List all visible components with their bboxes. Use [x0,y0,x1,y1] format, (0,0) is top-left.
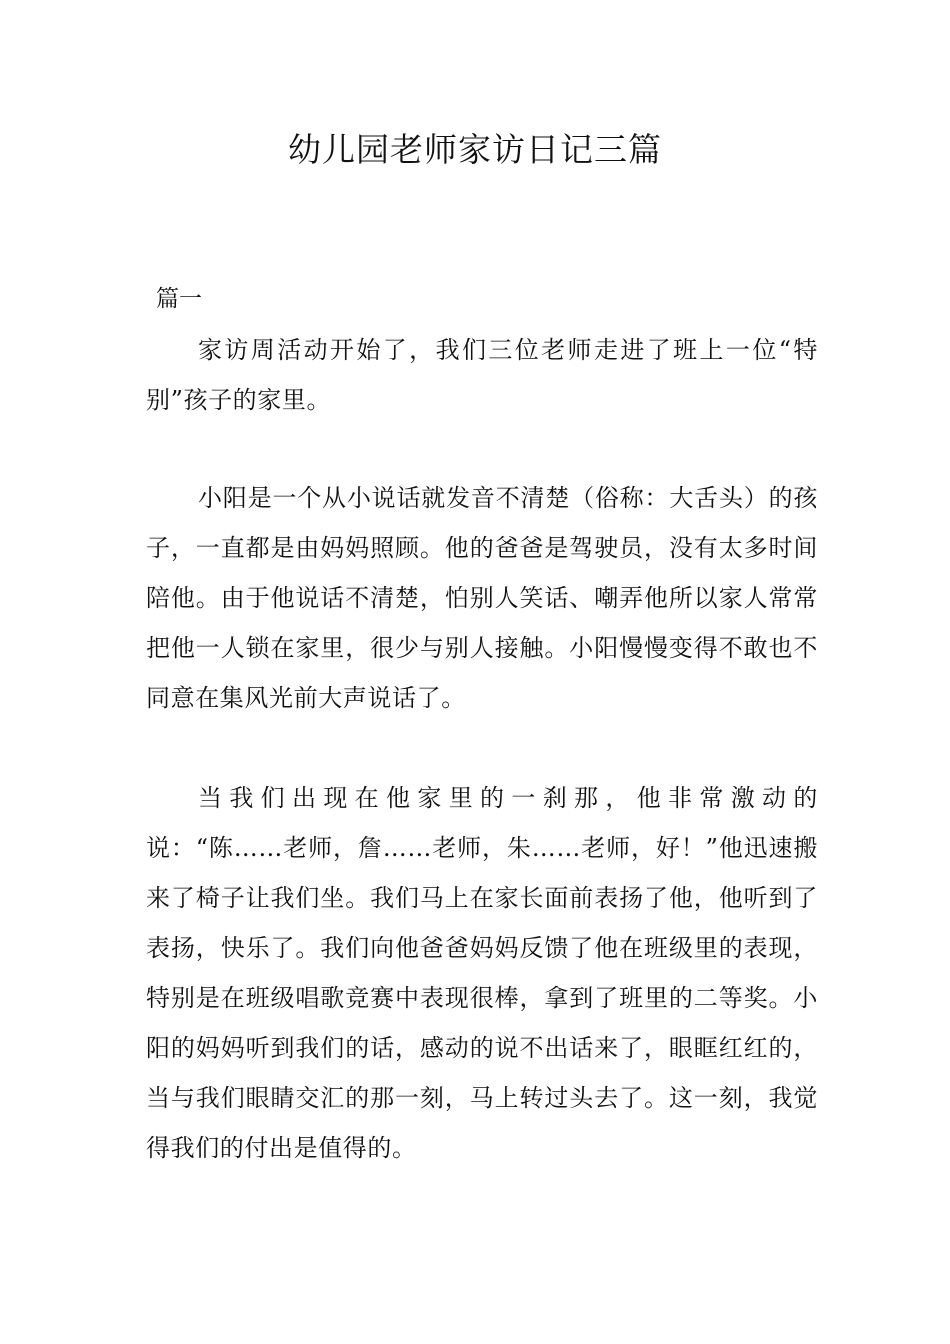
paragraph-3: 当我们出现在他家里的一刹那，他非常激动的说：“陈……老师，詹……老师，朱……老师，好！”他迅速搬来了椅子让我们坐。我们马上在家长面前表扬了他，他听到了表扬，快乐了。我们向他爸爸妈妈反馈了他在班级里的表现，特别是在班级唱歌竞赛中表现很棒，拿到了班里的二等奖。小阳的妈妈听到我们的话，感动的说不出话来了，眼眶红红的，当与我们眼睛交汇的那一刻，马上转过头去了。这一刻，我觉得我们的付出是值得的。 [146,784,818,1162]
section-heading: 篇一 [156,286,202,312]
document-title: 幼儿园老师家访日记三篇 [288,130,662,169]
paragraph-1: 家访周活动开始了，我们三位老师走进了班上一位“特别”孩子的家里。 [146,336,818,414]
paragraph-2: 小阳是一个从小说话就发音不清楚（俗称：大舌头）的孩子，一直都是由妈妈照顾。他的爸爸是驾驶员，没有太多时间陪他。由于他说话不清楚，怕别人笑话、嘲弄他所以家人常常把他一人锁在家里，很少与别人接触。小阳慢慢变得不敢也不同意在集风光前大声说话了。 [146,484,818,712]
